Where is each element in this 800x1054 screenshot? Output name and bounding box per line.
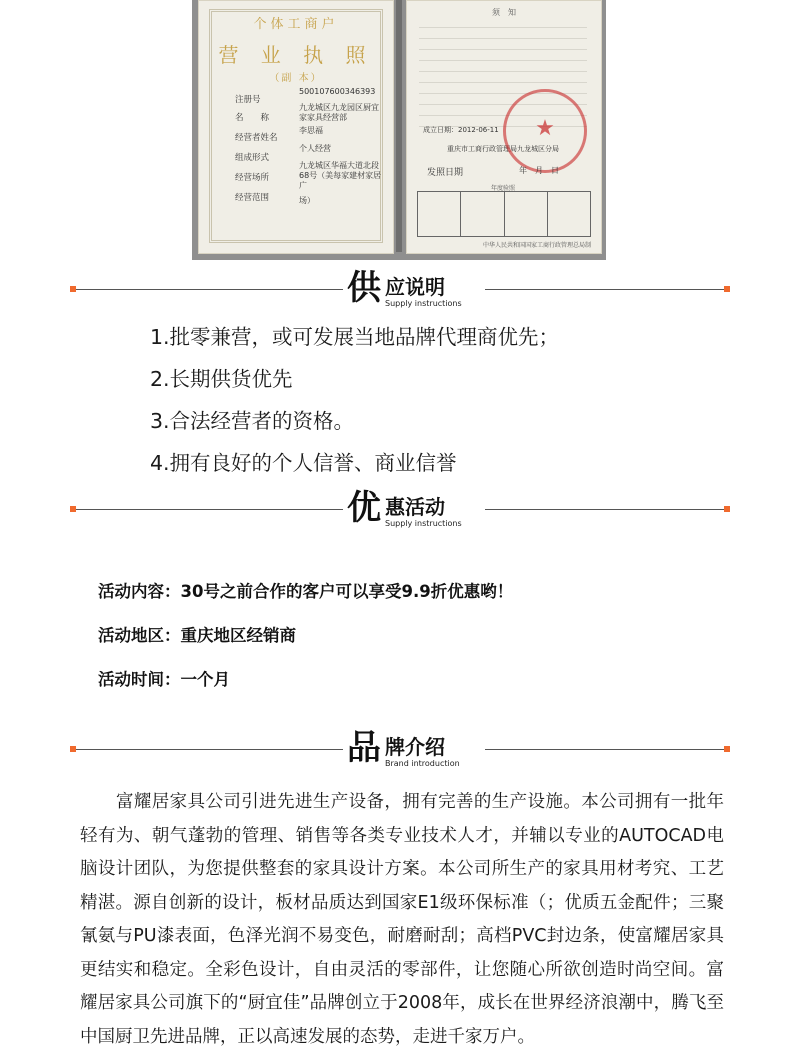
- license-field-value: 李思福: [299, 126, 323, 135]
- license-copy-tag: （副 本）: [269, 73, 323, 84]
- promo-list: [98, 570, 513, 702]
- section-subtitle: Brand introduction: [385, 759, 460, 768]
- brand-description: 富耀居家具公司引进先进生产设备，拥有完善的生产设施。本公司拥有一批年轻有为、朝气蓬勃的管理、销售等各类专业技术人才，并辅以专业的AUTOCAD电脑设计团队，为您提供整套的家具设计方案。本公司所生产的家具用材考究、工艺精湛。源自创新的设计，板材品质达到国家E1级环保标准（；优质五金配件；三聚氰氨与PU漆表面，色泽光润不易变色，耐磨耐刮；高档PVC封边条，使富耀居家具更结实和稳定。全彩色设计，自由灵活的零部件，让您随心所欲创造时尚空间。富耀居家具公司旗下的“厨宜佳”品牌创立于2008年，成长在世界经济浪潮中，腾飞至中国厨卫先进品牌，正以高速发展的态势，走进千家万户。: [80, 792, 724, 1047]
- list-item: 活动地区：重庆地区经销商: [98, 626, 296, 645]
- section-header-brand: [70, 730, 730, 770]
- license-field-label: 注册号: [235, 95, 261, 105]
- issue-date-value: 年 月 日: [519, 166, 559, 175]
- list-item: 4.拥有良好的个人信誉、商业信誉: [150, 451, 457, 475]
- section-header-promo: [70, 490, 730, 530]
- orange-square-icon: [70, 286, 76, 292]
- section-title-big-char: 优: [347, 488, 381, 528]
- section-title: [343, 270, 485, 310]
- official-seal-icon: ★: [503, 89, 587, 173]
- license-field-label: 经营范围: [235, 193, 270, 203]
- list-item: 3.合法经营者的资格。: [150, 409, 355, 433]
- license-field-value: 个人经营: [299, 144, 331, 153]
- section-subtitle: Supply instructions: [385, 299, 462, 308]
- annual-check-heading: 年度验照: [490, 185, 515, 192]
- business-license-photo: [192, 0, 606, 260]
- orange-square-icon: [724, 746, 730, 752]
- section-subtitle: Supply instructions: [385, 519, 462, 528]
- orange-square-icon: [724, 506, 730, 512]
- license-field-value: 九龙城区华福大道北段68号（美每家建材家居广: [299, 161, 382, 190]
- license-title: 营 业 执 照: [218, 43, 374, 67]
- license-field-value: 场）: [299, 196, 315, 205]
- section-title-rest: 牌介绍: [385, 735, 445, 759]
- section-title: [343, 490, 485, 530]
- license-title-small: 个体工商户: [253, 17, 339, 32]
- orange-square-icon: [70, 746, 76, 752]
- section-title-rest: 惠活动: [385, 495, 445, 519]
- license-fold: [396, 0, 402, 252]
- license-footer: 中华人民共和国国家工商行政管理总局制: [482, 242, 591, 249]
- section-title-big-char: 供: [347, 268, 381, 308]
- issuing-authority: 重庆市工商行政管理局九龙城区分局: [447, 145, 559, 153]
- license-field-label: 组成形式: [235, 153, 270, 163]
- license-field-value: 500107600346393: [299, 87, 376, 96]
- section-title: [343, 730, 485, 770]
- section-title-big-char: 品: [347, 728, 381, 768]
- license-left-page: [198, 0, 394, 254]
- license-right-page: [406, 0, 602, 254]
- annual-check-grid: [417, 191, 591, 237]
- establish-date: 成立日期：2012-06-11: [423, 126, 499, 134]
- list-item: 1.批零兼营，或可发展当地品牌代理商优先；: [150, 325, 560, 349]
- license-field-label: 经营场所: [235, 173, 270, 183]
- section-title-rest: 应说明: [385, 275, 445, 299]
- orange-square-icon: [70, 506, 76, 512]
- list-item: 活动内容：30号之前合作的客户可以享受9.9折优惠哟！: [98, 582, 514, 601]
- list-item: 活动时间：一个月: [98, 670, 230, 689]
- orange-square-icon: [724, 286, 730, 292]
- license-field-value: 九龙城区九龙园区厨宜家家具经营部: [299, 103, 379, 122]
- issue-date-label: 发照日期: [427, 168, 464, 178]
- license-field-label: 经营者姓名: [235, 133, 278, 143]
- license-field-label: 名 称: [235, 113, 270, 123]
- supply-list: [150, 316, 559, 484]
- notice-heading: 须 知: [492, 8, 516, 17]
- section-header-supply: [70, 270, 730, 310]
- list-item: 2.长期供货优先: [150, 367, 293, 391]
